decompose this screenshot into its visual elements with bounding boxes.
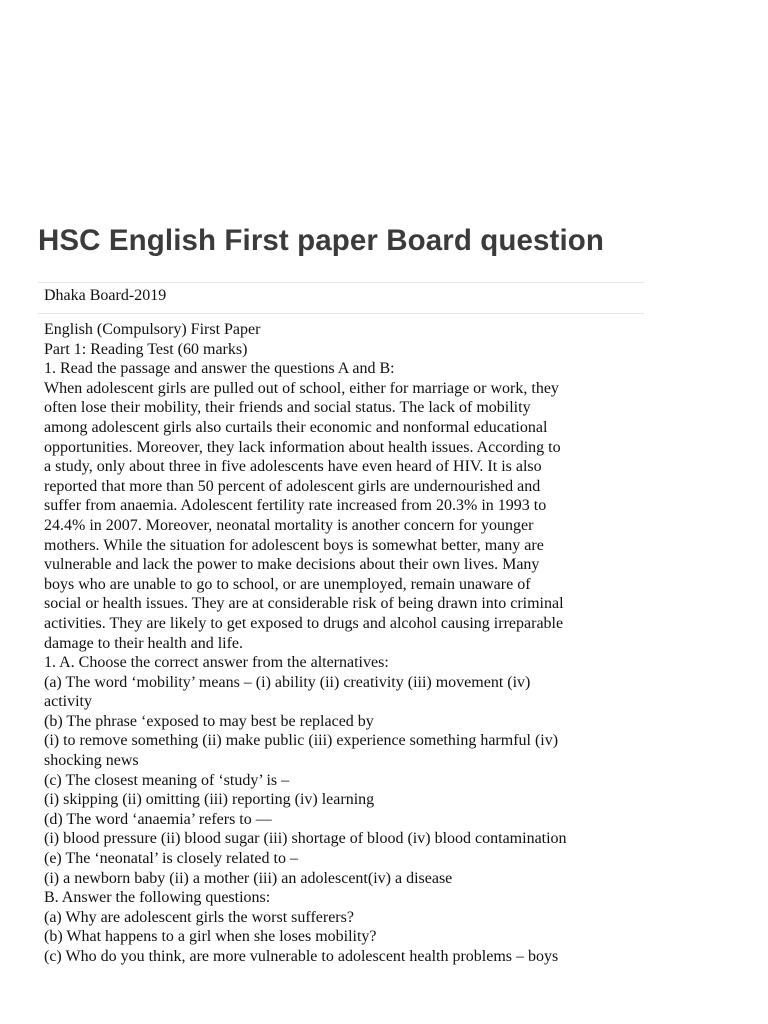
text-line: (b) The phrase ‘exposed to may best be replaced by	[44, 712, 374, 730]
text-line: (c) The closest meaning of ‘study’ is –	[44, 771, 290, 789]
text-line: often lose their mobility, their friends and social status. The lack of mobility	[44, 399, 531, 417]
text-line: (i) skipping (ii) omitting (iii) reporting (iv) learning	[44, 791, 375, 809]
section-divider	[38, 313, 644, 314]
text-line: boys who are unable to go to school, or are unemployed, remain unaware of	[44, 575, 531, 593]
text-line: (e) The ‘neonatal’ is closely related to –	[44, 850, 298, 868]
question-text	[44, 320, 644, 967]
text-line: opportunities. Moreover, they lack information about health issues. According to	[44, 438, 561, 456]
text-line: activity	[44, 693, 92, 711]
text-line: activities. They are likely to get exposed to drugs and alcohol causing irreparable	[44, 614, 564, 632]
page-title: HSC English First paper Board question	[38, 224, 604, 257]
text-line: (a) The word ‘mobility’ means – (i) ability (ii) creativity (iii) movement (iv)	[44, 673, 531, 691]
text-line: (b) What happens to a girl when she loses mobility?	[44, 928, 377, 946]
text-line: shocking news	[44, 752, 139, 770]
text-line: (i) a newborn baby (ii) a mother (iii) an adolescent(iv) a disease	[44, 869, 453, 887]
text-line: among adolescent girls also curtails their economic and nonformal educational	[44, 418, 548, 436]
text-line: suffer from anaemia. Adolescent fertility rate increased from 20.3% in 1993 to	[44, 497, 547, 515]
text-line: When adolescent girls are pulled out of school, either for marriage or work, they	[44, 379, 559, 397]
text-line: (d) The word ‘anaemia’ refers to —	[44, 810, 272, 828]
text-line: 24.4% in 2007. Moreover, neonatal mortality is another concern for younger	[44, 516, 534, 534]
text-line: Part 1: Reading Test (60 marks)	[44, 340, 248, 358]
text-line: damage to their health and life.	[44, 634, 244, 652]
text-line: 1. A. Choose the correct answer from the alternatives:	[44, 654, 389, 672]
text-line: English (Compulsory) First Paper	[44, 321, 261, 338]
board-label: Dhaka Board-2019	[44, 287, 167, 304]
text-line: (c) Who do you think, are more vulnerable to adolescent health problems – boys	[44, 948, 559, 965]
text-line: reported that more than 50 percent of adolescent girls are undernourished and	[44, 477, 541, 495]
text-line: B. Answer the following questions:	[44, 889, 271, 907]
text-line: (i) blood pressure (ii) blood sugar (iii) shortage of blood (iv) blood contamination	[44, 830, 567, 848]
text-line: social or health issues. They are at considerable risk of being drawn into criminal	[44, 595, 564, 613]
title-divider	[38, 282, 644, 283]
text-line: vulnerable and lack the power to make decisions about their own lives. Many	[44, 556, 540, 574]
text-line: a study, only about three in five adolescents have even heard of HIV. It is also	[44, 458, 542, 476]
text-line: (a) Why are adolescent girls the worst sufferers?	[44, 908, 354, 926]
text-line: 1. Read the passage and answer the questions A and B:	[44, 360, 395, 378]
text-line: (i) to remove something (ii) make public (iii) experience something harmful (iv)	[44, 732, 559, 750]
text-line: mothers. While the situation for adolescent boys is somewhat better, many are	[44, 536, 544, 554]
